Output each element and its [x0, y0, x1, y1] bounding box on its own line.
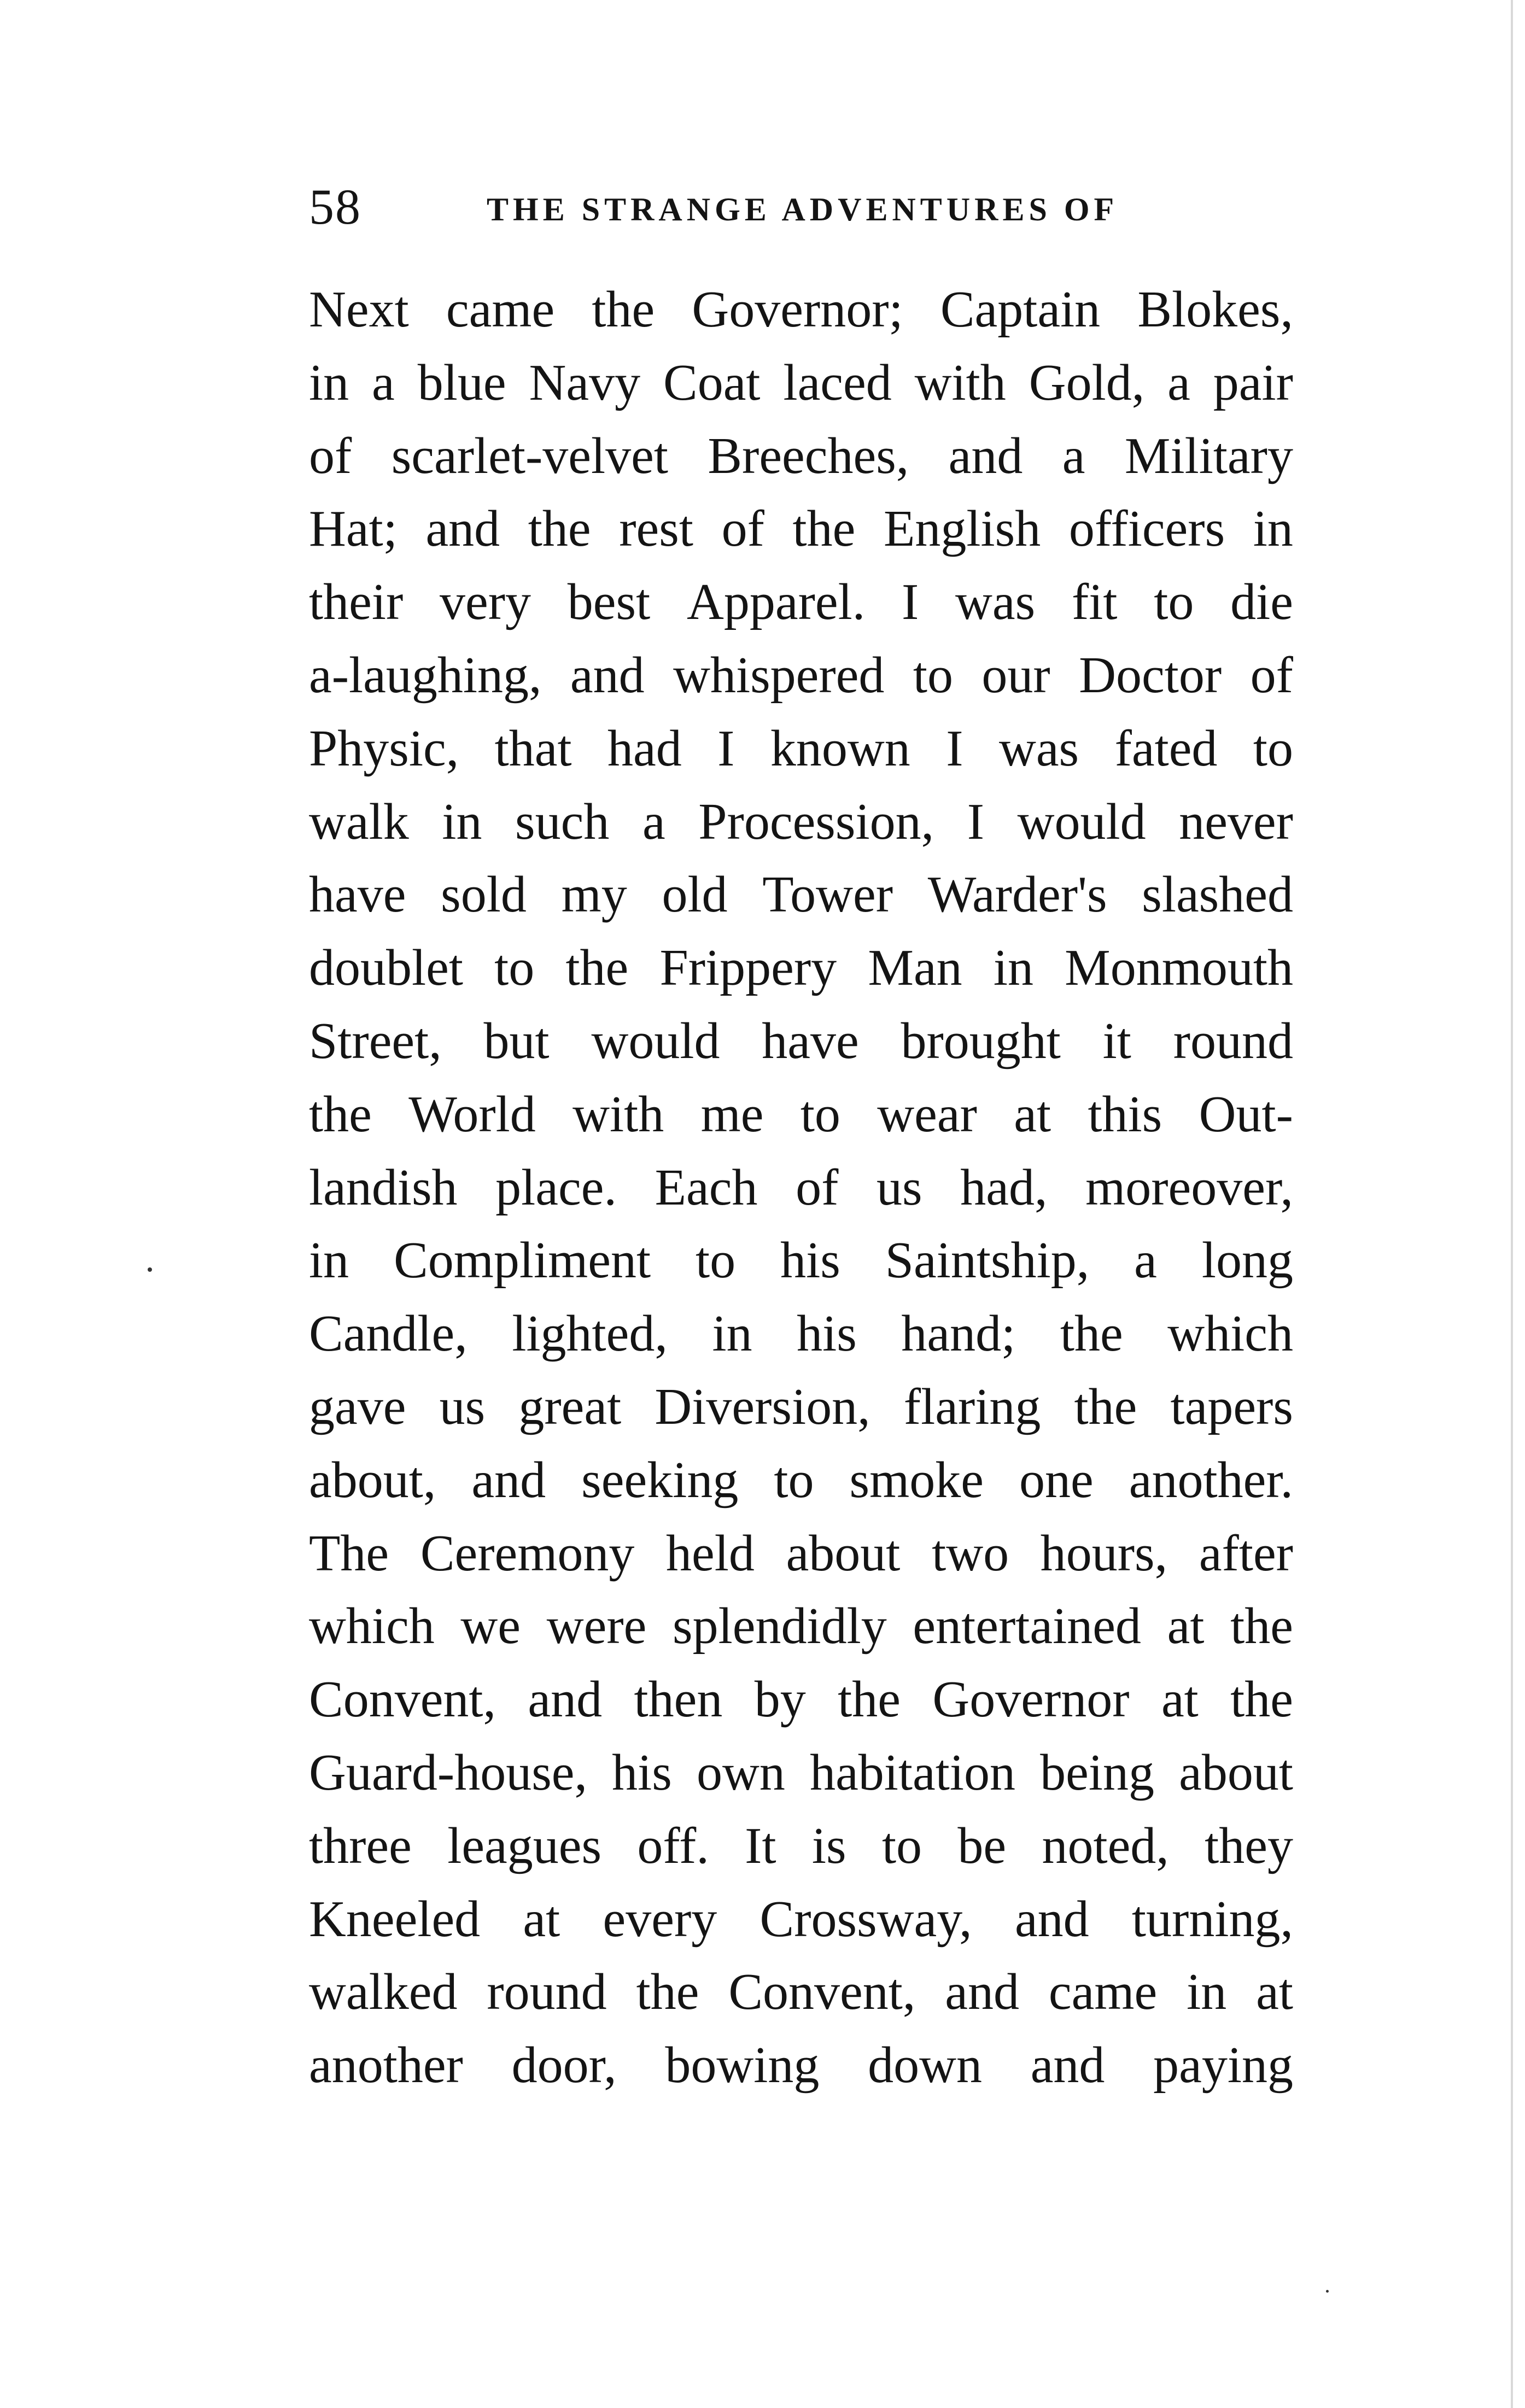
print-speck: [148, 1267, 152, 1272]
running-title: THE STRANGE ADVENTURES OF: [487, 191, 1119, 227]
print-speck: [1326, 2290, 1329, 2293]
text-line: walk in such a Procession, I would never: [309, 793, 1293, 850]
text-line: Candle, lighted, in his hand; the which: [309, 1305, 1293, 1363]
text-line: a-laughing, and whispered to our Doctor of: [309, 646, 1293, 704]
text-line: gave us great Diversion, flaring the tapers: [309, 1378, 1293, 1435]
text-line: in a blue Navy Coat laced with Gold, a pair: [309, 354, 1293, 411]
text-line: three leagues off. It is to be noted, they: [309, 1817, 1293, 1874]
text-line: which we were splendidly entertained at the: [309, 1598, 1293, 1655]
text-line: The Ceremony held about two hours, after: [309, 1524, 1293, 1582]
text-line: Next came the Governor; Captain Blokes,: [309, 281, 1293, 338]
text-line: Hat; and the rest of the English officers in: [309, 500, 1293, 558]
text-line: of scarlet-velvet Breeches, and a Military: [309, 427, 1293, 484]
text-line: Physic, that had I known I was fated to: [309, 720, 1293, 777]
page-binding-edge: [1511, 0, 1513, 2408]
text-line: another door, bowing down and paying: [309, 2037, 1293, 2094]
page-number: 58: [309, 179, 361, 235]
text-line: have sold my old Tower Warder's slashed: [309, 866, 1293, 924]
text-line: doublet to the Frippery Man in Monmouth: [309, 939, 1293, 997]
text-line: the World with me to wear at this Out-: [309, 1085, 1293, 1143]
text-line: Kneeled at every Crossway, and turning,: [309, 1890, 1293, 1948]
text-line: about, and seeking to smoke one another.: [309, 1451, 1293, 1509]
page-header: [309, 174, 1304, 239]
text-line: their very best Apparel. I was fit to die: [309, 574, 1293, 631]
text-line: landish place. Each of us had, moreover,: [309, 1159, 1293, 1216]
text-line: walked round the Convent, and came in at: [309, 1963, 1293, 2021]
text-line: in Compliment to his Saintship, a long: [309, 1232, 1293, 1289]
body-text: [309, 273, 1293, 2102]
text-line: Convent, and then by the Governor at the: [309, 1671, 1293, 1728]
text-line: Guard-house, his own habitation being about: [309, 1744, 1293, 1801]
text-line: Street, but would have brought it round: [309, 1012, 1293, 1069]
